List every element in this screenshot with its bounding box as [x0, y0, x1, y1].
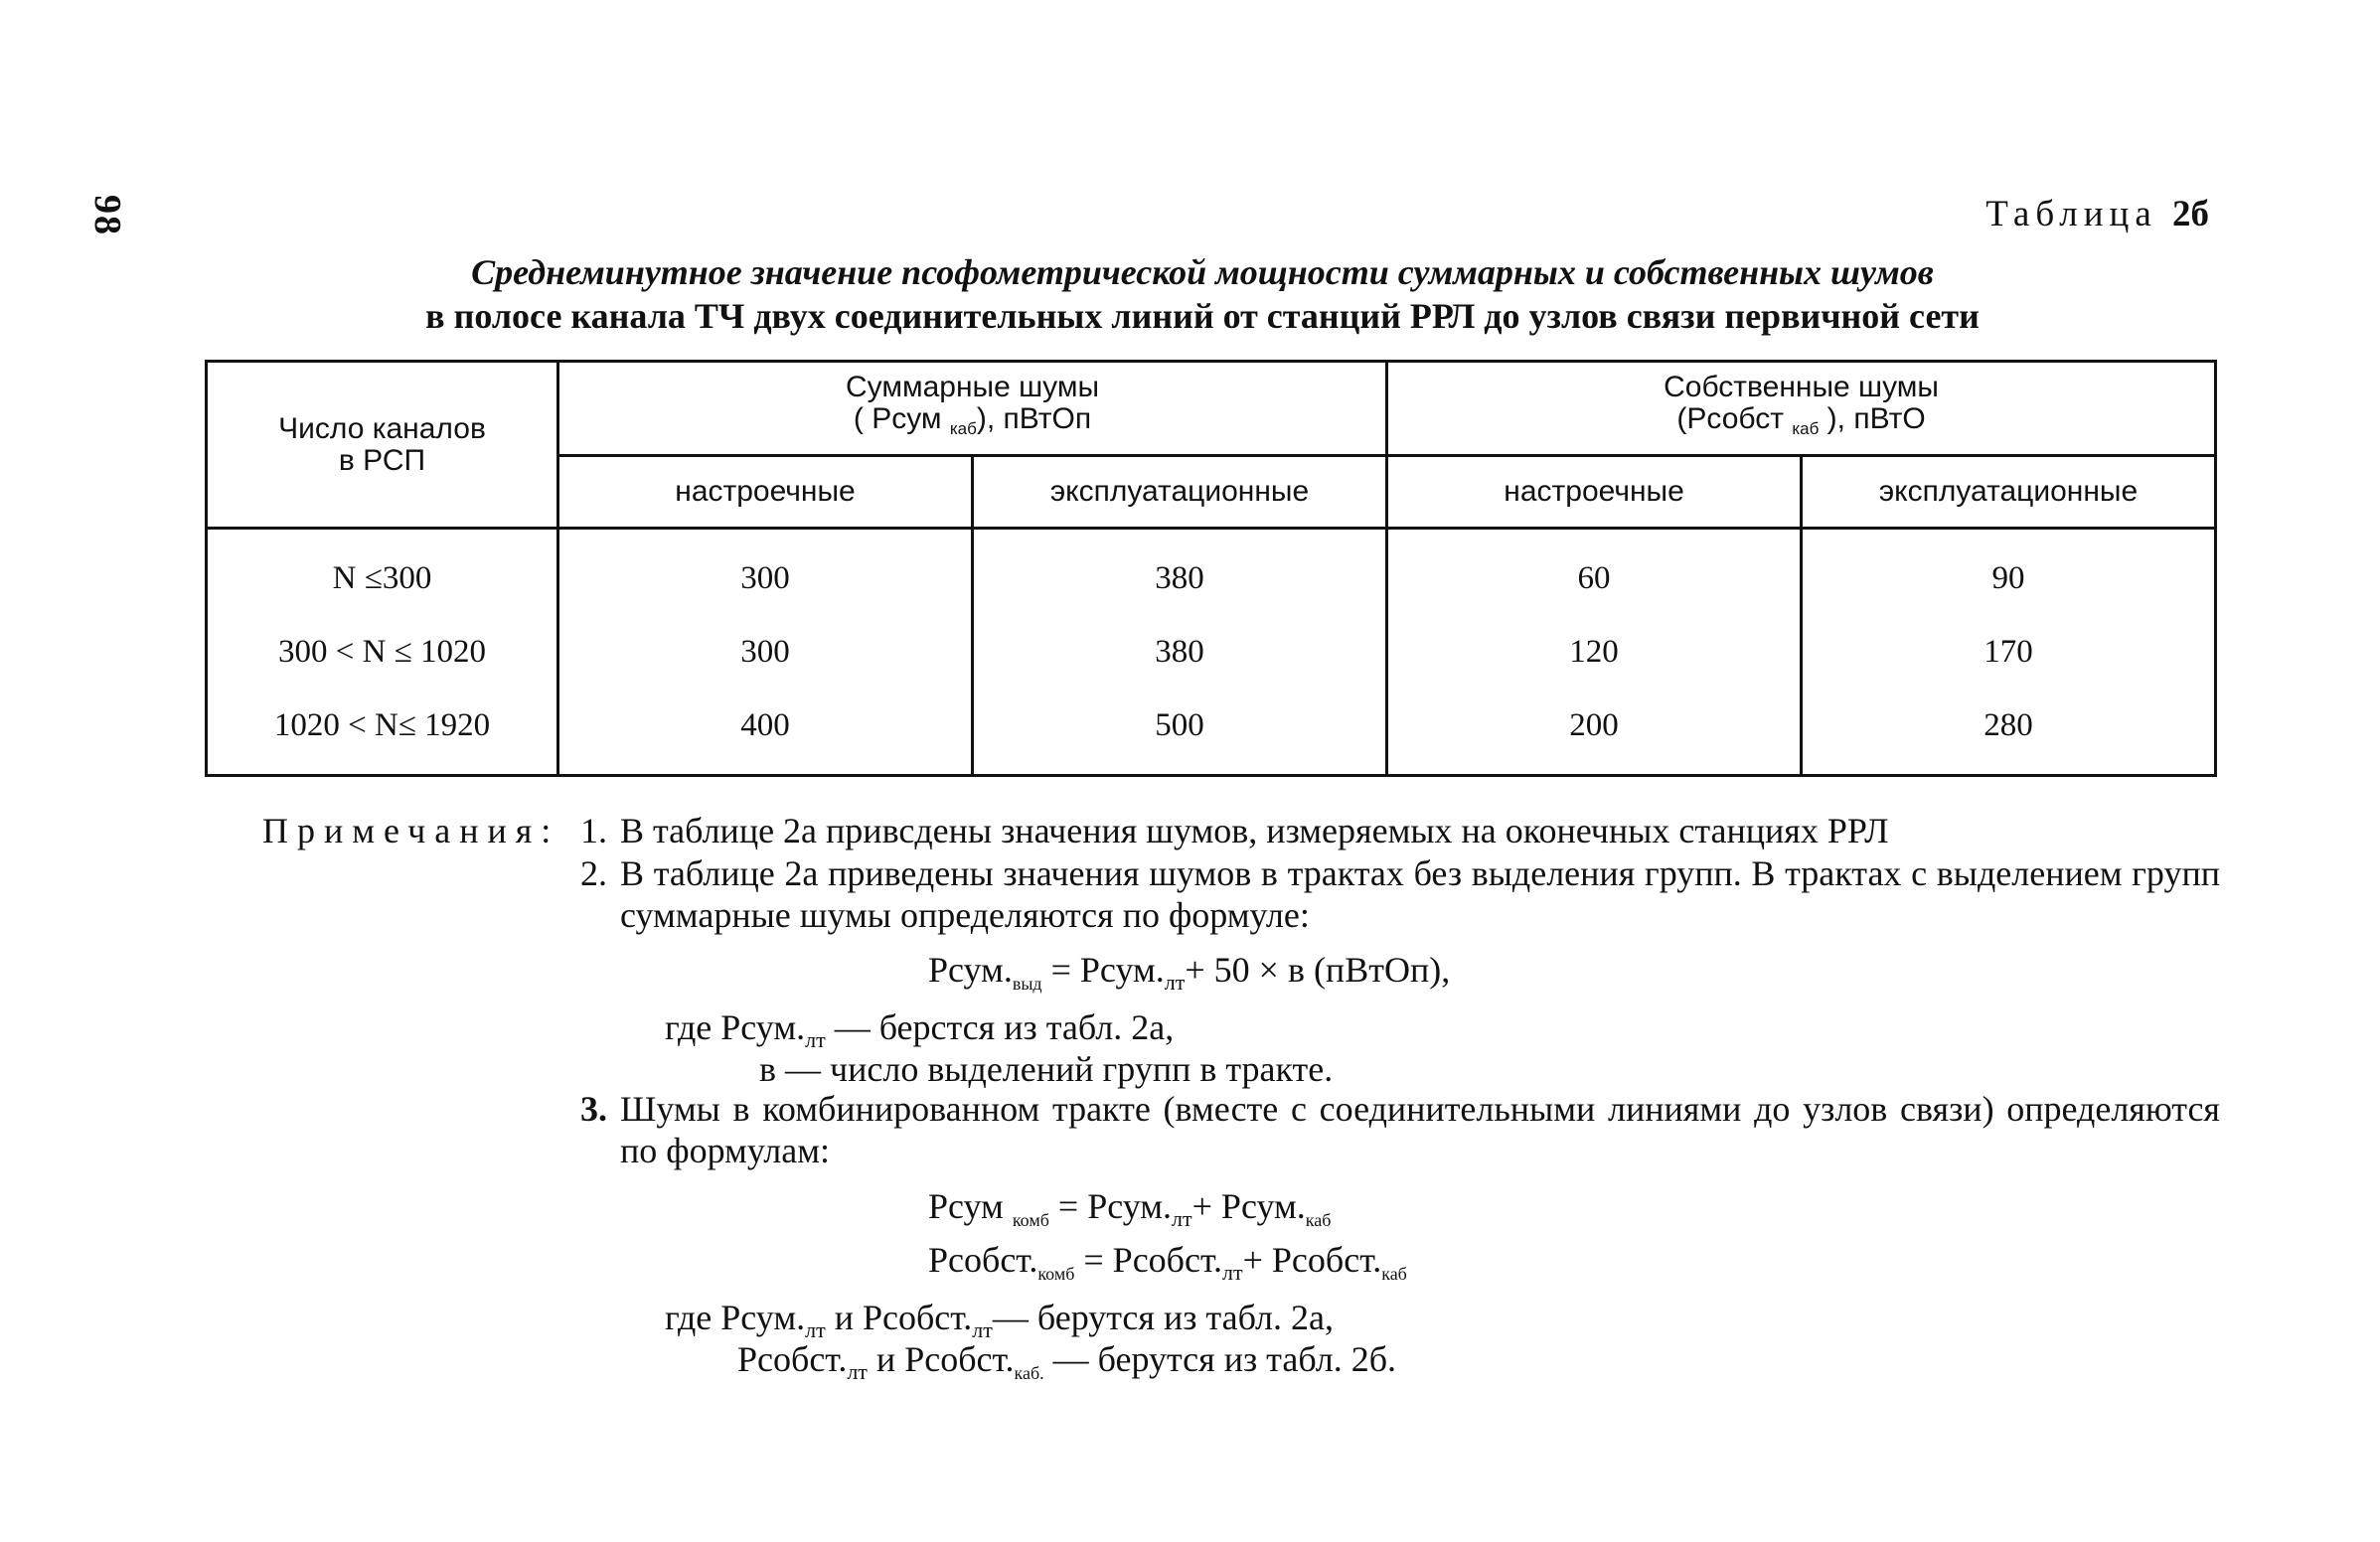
- header-own-line2: [1388, 403, 2214, 445]
- note-1: [580, 810, 2220, 851]
- formula-group-selection: [928, 949, 1450, 1004]
- note-3-text: Шумы в комбинированном тракте (вместе с соединительными линиями до узлов связи) определяются по формулам:: [620, 1089, 2220, 1170]
- header-sum-sub: каб: [949, 419, 977, 438]
- w2b-sub-b: каб.: [1014, 1363, 1044, 1383]
- where-1b: в — число выделений групп в тракте.: [759, 1049, 1334, 1089]
- cell-sum-tuning: 300: [558, 615, 973, 689]
- subheader-own-tuning: настроечные: [1387, 456, 1802, 529]
- w1-sub-a: лт: [805, 1027, 826, 1052]
- cell-own-tuning: 120: [1387, 615, 1802, 689]
- f2-sub-a: комб: [1012, 1210, 1049, 1230]
- w1-term-a: где Рсум.: [665, 1007, 806, 1047]
- subheader-sum-operational: эксплуатационные: [973, 456, 1387, 529]
- where-2b: [737, 1338, 1396, 1394]
- w2-term-b: и Рсобст.: [825, 1298, 973, 1337]
- header-sum-line2: [559, 403, 1385, 445]
- header-own-line1: Собственные шумы: [1664, 371, 1939, 403]
- cell-sum-operational: 500: [973, 689, 1387, 776]
- w1-term-b: — берстся из табл. 2а,: [825, 1007, 1175, 1047]
- f2-term-b: = Рсум.: [1048, 1186, 1173, 1226]
- header-sum-noise: [558, 362, 1387, 456]
- f3-sub-c: каб: [1381, 1264, 1407, 1284]
- w2b-sub-a: лт: [847, 1359, 868, 1384]
- f2-sub-c: каб: [1305, 1210, 1332, 1230]
- f1-term-b: = Рсум.: [1041, 950, 1165, 990]
- cell-sum-tuning: 400: [558, 689, 973, 776]
- header-own-noise: [1387, 362, 2216, 456]
- note-3: [580, 1088, 2220, 1171]
- header-channels-line1: Число каналов: [278, 411, 486, 445]
- f1-term-c: + 50 × в (пВтОп),: [1185, 950, 1451, 990]
- note-1-number: 1.: [580, 811, 607, 850]
- header-own-pre: (Рсобст: [1676, 402, 1784, 435]
- cell-own-operational: 90: [1802, 529, 2216, 616]
- notes-label: Примечания:: [262, 811, 560, 850]
- cell-own-operational: 170: [1802, 615, 2216, 689]
- f3-sub-b: лт: [1222, 1260, 1243, 1285]
- w2-term-a: где Рсум.: [665, 1298, 806, 1337]
- table-row: [207, 689, 2216, 776]
- cell-own-operational: 280: [1802, 689, 2216, 776]
- subheader-own-operational: эксплуатационные: [1802, 456, 2216, 529]
- cell-channels: N ≤300: [207, 529, 558, 616]
- formula-combined-sum: [928, 1185, 1331, 1241]
- header-channels-line2: в РСП: [338, 443, 426, 477]
- w2b-term-b: и Рсобст.: [867, 1339, 1015, 1379]
- subheader-sum-tuning: настроечные: [558, 456, 973, 529]
- table-row: [207, 529, 2216, 616]
- w2-sub-b: лт: [972, 1317, 993, 1342]
- f2-sub-b: лт: [1172, 1206, 1192, 1231]
- f3-term-a: Рсобст.: [928, 1240, 1038, 1280]
- header-sum-line1: Суммарные шумы: [846, 371, 1100, 403]
- table-label: [1985, 193, 2209, 235]
- cell-sum-tuning: 300: [558, 529, 973, 616]
- w2b-term-a: Рсобст.: [737, 1339, 848, 1379]
- cell-own-tuning: 200: [1387, 689, 1802, 776]
- w2-sub-a: лт: [805, 1317, 826, 1342]
- table-title-line1: Среднеминутное значение псофометрической мощности суммарных и собственных шумов: [471, 252, 1934, 292]
- cell-own-tuning: 60: [1387, 529, 1802, 616]
- w2-term-c: — берутся из табл. 2а,: [992, 1298, 1334, 1337]
- note-2-text: В таблице 2а приведены значения шумов в трактах без выделения групп. В трактах с выделением групп суммарные шумы определяются по формуле:: [620, 853, 2220, 935]
- f2-term-c: + Рсум.: [1191, 1186, 1306, 1226]
- note-1-text: В таблице 2а привсдены значения шумов, измеряемых на оконечных станциях РРЛ: [620, 811, 1889, 850]
- cell-channels: 300 < N ≤ 1020: [207, 615, 558, 689]
- header-sum-post: ), пВтОп: [976, 402, 1092, 435]
- cell-channels: 1020 < N≤ 1920: [207, 689, 558, 776]
- table-title: [199, 250, 2206, 338]
- formula-combined-own: [928, 1239, 1407, 1295]
- w2b-term-c: — берутся из табл. 2б.: [1043, 1339, 1397, 1379]
- header-sum-pre: ( Рсум: [853, 402, 942, 435]
- header-own-sub: каб: [1792, 419, 1820, 438]
- note-2-number: 2.: [580, 853, 607, 893]
- table-label-number: 2б: [2172, 194, 2209, 234]
- table-row: [207, 615, 2216, 689]
- note-2: [580, 852, 2220, 936]
- cell-sum-operational: 380: [973, 529, 1387, 616]
- table-label-word: Таблица: [1985, 194, 2157, 234]
- header-own-post: ), пВтО: [1826, 402, 1926, 435]
- noise-table: [205, 360, 2217, 777]
- note-3-number: 3.: [580, 1089, 607, 1129]
- cell-sum-operational: 380: [973, 615, 1387, 689]
- f3-term-c: + Рсобст.: [1242, 1240, 1382, 1280]
- f2-term-a: Рсум: [928, 1186, 1004, 1226]
- f3-term-b: = Рсобст.: [1074, 1240, 1222, 1280]
- page-number: 98: [86, 195, 128, 236]
- f3-sub-a: комб: [1037, 1264, 1075, 1284]
- f1-sub-a: выд: [1012, 974, 1042, 994]
- header-channels: [207, 362, 558, 529]
- f1-term-a: Рсум.: [928, 950, 1013, 990]
- table-title-line2: в полосе канала ТЧ двух соединительных линий от станций РРЛ до узлов связи первичной сети: [425, 296, 1980, 336]
- f1-sub-b: лт: [1164, 970, 1186, 995]
